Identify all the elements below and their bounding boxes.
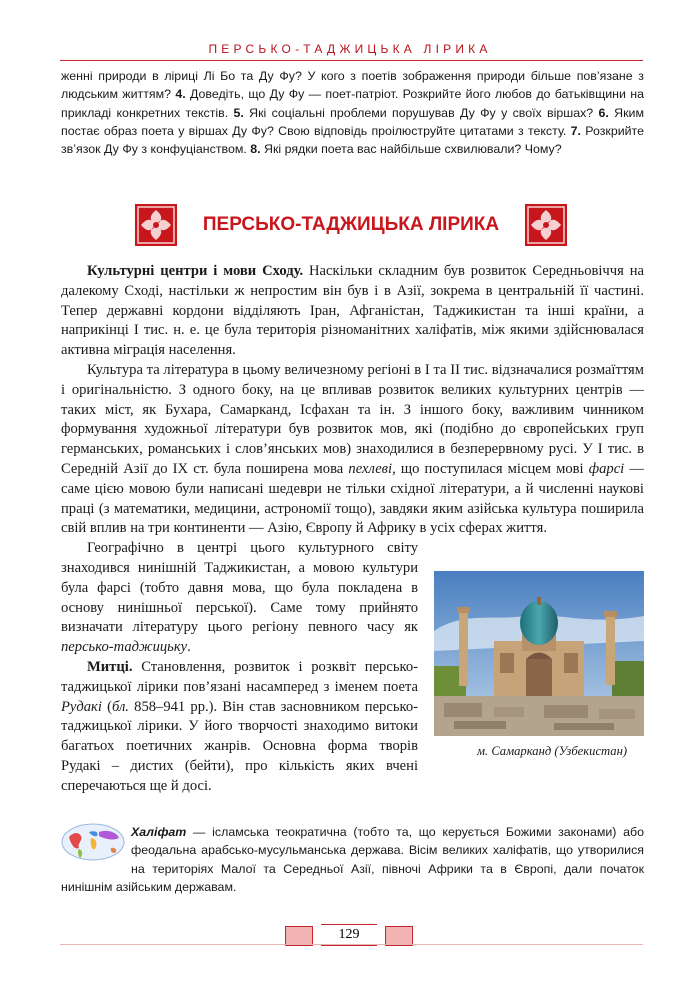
paragraph: Митці. Становлення, розвиток і розквіт персько-таджицької лірики пов’язані насамперед з іменем поета Рудакі (бл. 858–941 рр.). Він став засновником персько-таджицької лірики. У його творчості знаходимо витоки багатьох поетичних жанрів. Основна форма творів Рудакі – дистих (бейти), про кількість яких вчені сперечаються ще й досі. — [61, 658, 418, 794]
question-text: Доведіть, що Ду Фу — поет-патріот. Розкрийте його любов до батьківщини на прикладі конкретних текстів. — [61, 87, 644, 120]
poet-name: Рудакі — [61, 698, 102, 715]
paragraph: Культура та література в цьому величезному регіоні в І та ІІ тис. відзначалися розмаїттям і оригінальністю. З одного боку, на це впливав розвиток великих культурних центрів — таких міст, як Бухара, Самарканд, Ісфахан та ін. З іншого боку, важливим чинником формування художньої літератури був розвиток мов, які (подібно до європейських груп германських, романських і слов’янських мов) знаходилися в безперервному русі. У І тис. в Середній Азії до IX ст. була поширена мова пехлеві, що поступилася місцем мові фарсі — саме цією мовою були написані шедеври не тільки східної літератури, а й численні наукові праці (з математики, медицини, астрономії тощо), завдяки яким азійська культура поширила свій вплив на три континенти — Азію, Європу й Африку в усіх сферах життя. — [61, 361, 644, 537]
term: фарсі — [588, 460, 625, 477]
glossary-note — [61, 823, 644, 897]
photo-figure — [434, 571, 644, 762]
term: пехлеві — [348, 460, 393, 477]
term: персько-таджицьку — [61, 639, 188, 656]
page-footer — [285, 924, 413, 944]
glossary-term: Халіфат — [131, 825, 187, 839]
question-number: 7. — [570, 123, 581, 138]
paragraph-lead: Митці. — [87, 658, 133, 675]
world-map-icon — [61, 823, 125, 861]
main-text — [61, 262, 644, 797]
question-text: Які рядки поета вас найбільше схвилювали? Чому? — [260, 142, 562, 157]
question-number: 5. — [233, 105, 244, 120]
question-text: Які соціальні проблеми порушував Ду Фу у своїх віршах? — [243, 105, 599, 120]
running-header: ПЕРСЬКО-ТАДЖИЦЬКА ЛІРИКА — [208, 42, 492, 56]
questions-continuation — [61, 67, 644, 158]
question-number: 6. — [598, 105, 609, 120]
paragraph: м. Самарканд (Узбекистан) Географічно в центрі цього культурного світу знаходився нинішній Таджикистан, а мовою культури була фарсі (тобто давня мова, що була покладена в основу нинішньої перської). Саме тому прийнято визначати літературу цього регіону певного часу як персько-таджицьку. — [61, 539, 644, 658]
photo-caption: м. Самарканд (Узбекистан) — [476, 744, 628, 759]
samarkand-photo — [434, 571, 644, 736]
header-rule — [60, 60, 643, 61]
ornament-icon — [135, 204, 177, 246]
question-number: 4. — [175, 87, 186, 102]
footer-decoration — [385, 926, 413, 946]
section-heading — [135, 204, 567, 246]
page-number: 129 — [321, 924, 377, 946]
footer-decoration — [285, 926, 313, 946]
footer-rule — [60, 944, 643, 945]
question-text: женні природи в ліриці Лі Бо та Ду Фу? У кого з поетів зображення природи більше пов’язане з людським життям? — [61, 69, 644, 102]
section-title: ПЕРСЬКО-ТАДЖИЦЬКА ЛІРИКА — [202, 214, 500, 235]
paragraph-lead: Культурні центри і мови Сходу. — [87, 263, 304, 279]
question-text: Розкрийте зв’язок Ду Фу з конфуціанством. — [61, 123, 644, 157]
glossary-definition: — ісламська теократична (тобто та, що керується Божими законами) або феодальна арабсько-мусульманська держава. Вісім великих халіфатів, що утворилися на територіях Малої та Середньої Азії, півночі Африки та в Європі, дали початок нинішнім азійським державам. — [61, 825, 644, 895]
question-number: 8. — [250, 142, 261, 157]
paragraph: Культурні центри і мови Сходу. Наскільки складним був розвиток Середньовіччя на далекому Сході, настільки ж непростим він був і в Азії, зокрема в центральній її частині. Тепер державні кордони відділяють Іран, Афганістан, Таджикистан та інші країни, а наприкінці І тис. н. е. це була територія різноманітних халіфатів, між якими здійснювалася активна міграція населення. — [61, 263, 644, 359]
question-text: Яким постає образ поета у віршах Ду Фу? Свою відповідь проілюструйте цитатами з тексту. — [61, 105, 644, 138]
ornament-icon — [525, 204, 567, 246]
